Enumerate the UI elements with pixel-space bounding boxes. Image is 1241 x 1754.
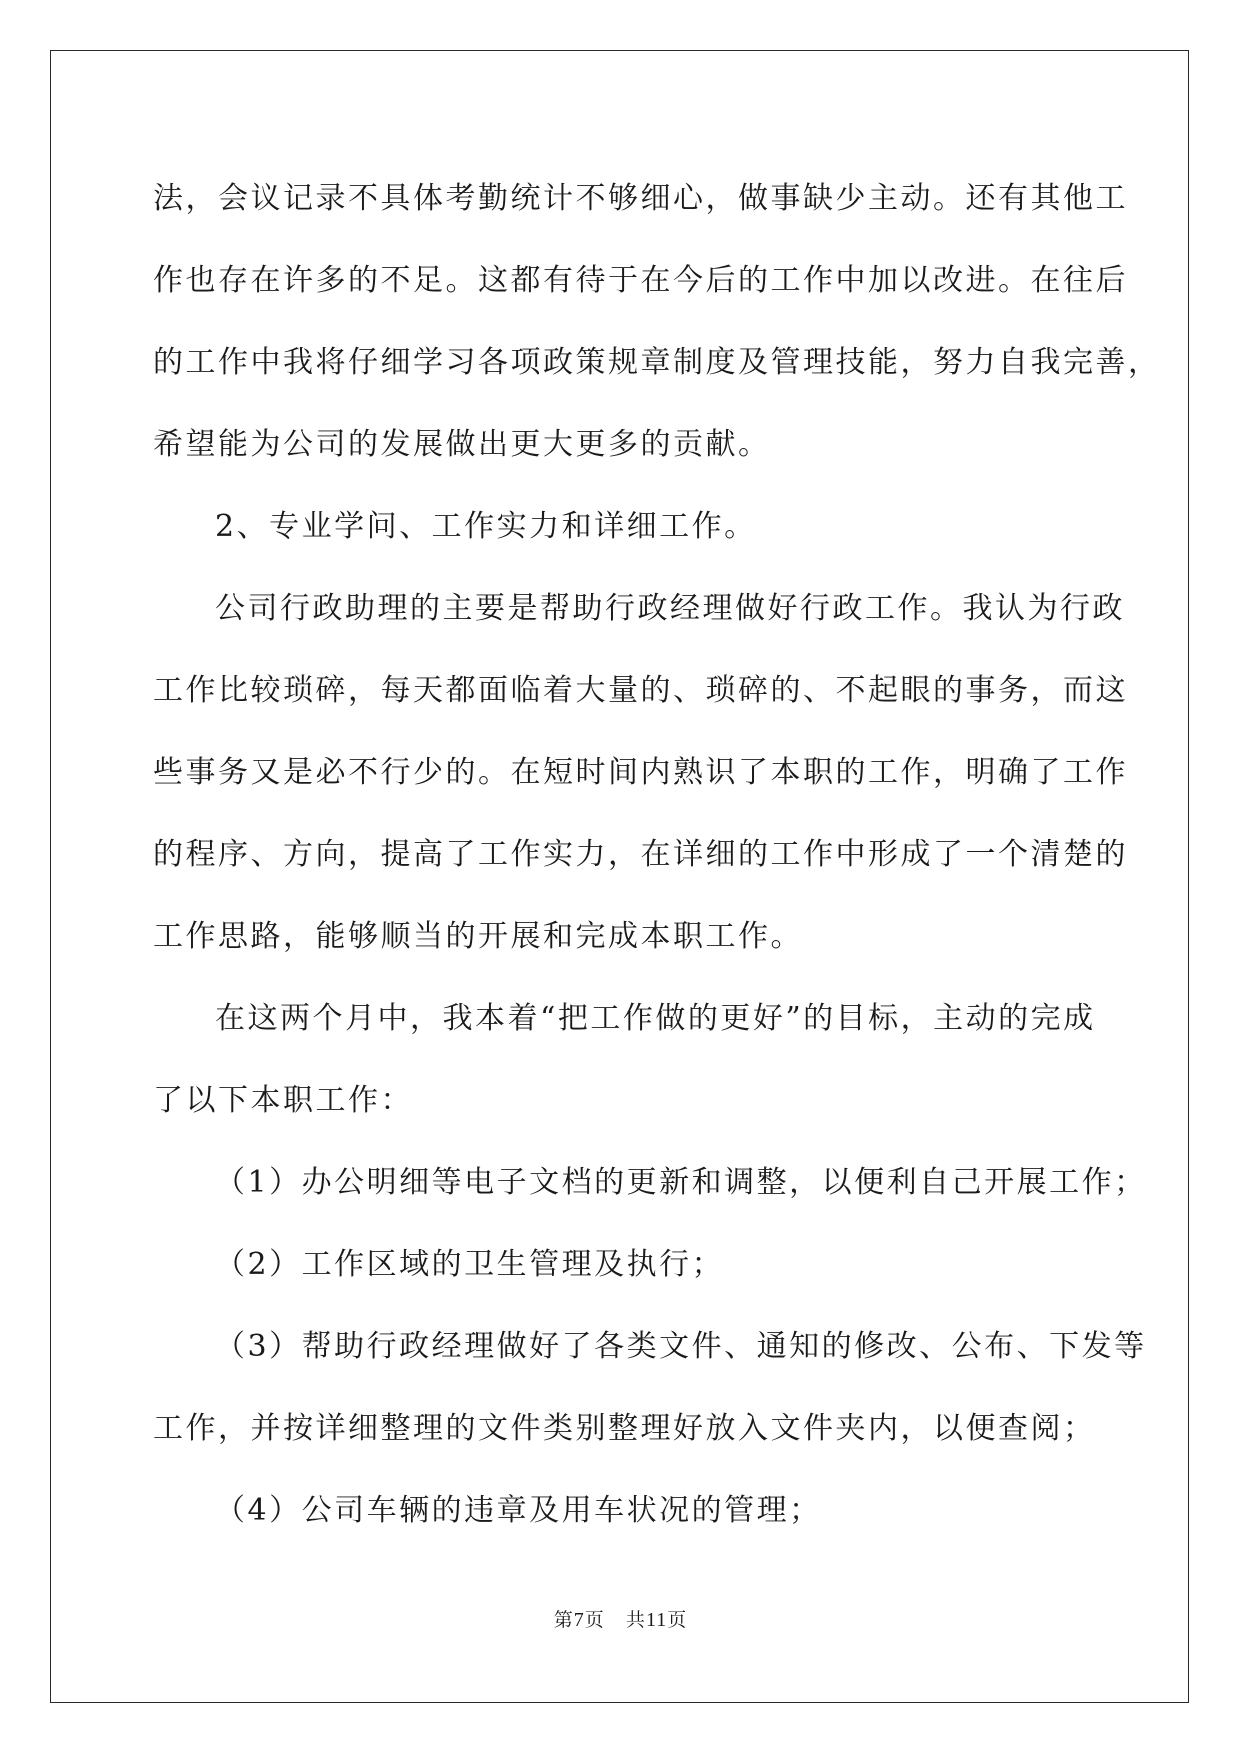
text-line: 在这两个月中，我本着“把工作做的更好”的目标，主动的完成	[215, 1001, 1096, 1036]
document-body	[153, 158, 1161, 1552]
page-footer	[0, 1605, 1241, 1632]
page-prefix: 第	[553, 1609, 574, 1631]
list-item: （3）帮助行政经理做好了各类文件、通知的修改、公布、下发等	[215, 1329, 1147, 1364]
total-pages: 11	[645, 1609, 668, 1631]
list-item: （2）工作区域的卫生管理及执行；	[215, 1247, 725, 1282]
total-suffix: 页	[667, 1609, 688, 1631]
text-line: 工作思路，能够顺当的开展和完成本职工作。	[153, 919, 803, 954]
text-line: 了以下本职工作：	[153, 1083, 413, 1118]
page-suffix: 页	[584, 1609, 605, 1631]
list-item: （4）公司车辆的违章及用车状况的管理；	[215, 1493, 822, 1528]
section-heading: 2、专业学问、工作实力和详细工作。	[215, 509, 757, 544]
text-line: 公司行政助理的主要是帮助行政经理做好行政工作。我认为行政	[215, 591, 1125, 626]
text-line: 希望能为公司的发展做出更大更多的贡献。	[153, 427, 771, 462]
text-line: 的程序、方向，提高了工作实力，在详细的工作中形成了一个清楚的	[153, 837, 1128, 872]
total-prefix: 共	[625, 1609, 646, 1631]
list-item-continuation: 工作，并按详细整理的文件类别整理好放入文件夹内，以便查阅；	[153, 1411, 1096, 1446]
page-number: 7	[573, 1609, 585, 1631]
list-item: （1）办公明细等电子文档的更新和调整，以便利自己开展工作；	[215, 1165, 1147, 1200]
text-line: 工作比较琐碎，每天都面临着大量的、琐碎的、不起眼的事务，而这	[153, 673, 1128, 708]
text-line: 法，会议记录不具体考勤统计不够细心，做事缺少主动。还有其他工	[153, 181, 1128, 216]
text-line: 些事务又是必不行少的。在短时间内熟识了本职的工作，明确了工作	[153, 755, 1128, 790]
text-line: 的工作中我将仔细学习各项政策规章制度及管理技能，努力自我完善，	[153, 345, 1161, 380]
text-line: 作也存在许多的不足。这都有待于在今后的工作中加以改进。在往后	[153, 263, 1128, 298]
